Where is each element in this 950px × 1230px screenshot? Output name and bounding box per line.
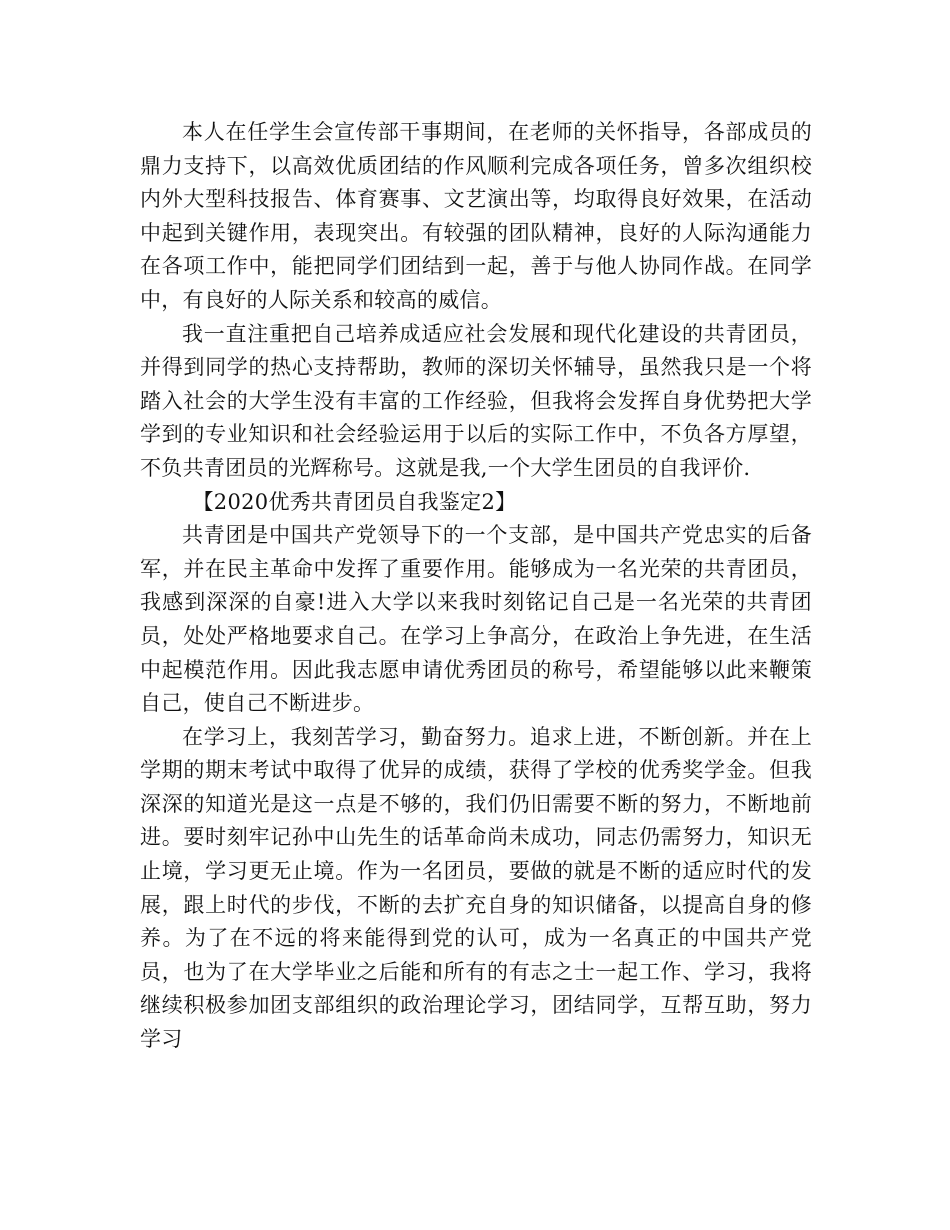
paragraph-3: 共青团是中国共产党领导下的一个支部，是中国共产党忠实的后备军，并在民主革命中发挥了重要作用。能够成为一名光荣的共青团员，我感到深深的自豪!进入大学以来我时刻铭记自己是一名光荣的共青团员，处处严格地要求自己。在学习上争高分，在政治上争先进，在生活中起模范作用。因此我志愿申请优秀团员的称号，希望能够以此来鞭策自己，使自己不断进步。 — [140, 523, 812, 716]
section-heading: 【2020优秀共青团员自我鉴定2】 — [192, 489, 517, 514]
paragraph-1: 本人在任学生会宣传部干事期间，在老师的关怀指导，各部成员的鼎力支持下，以高效优质团结的作风顺利完成各项任务，曾多次组织校内外大型科技报告、体育赛事、文艺演出等，均取得良好效果，在活动中起到关键作用，表现突出。有较强的团队精神，良好的人际沟通能力在各项工作中，能把同学们团结到一起，善于与他人协同作战。在同学中，有良好的人际关系和较高的威信。 — [140, 120, 812, 312]
document-body — [140, 116, 812, 1057]
paragraph-4: 在学习上，我刻苦学习，勤奋努力。追求上进，不断创新。并在上学期的期末考试中取得了优异的成绩，获得了学校的优秀奖学金。但我深深的知道光是这一点是不够的，我们仍旧需要不断的努力，不断地前进。要时刻牢记孙中山先生的话革命尚未成功，同志仍需努力，知识无止境，学习更无止境。作为一名团员，要做的就是不断的适应时代的发展，跟上时代的步伐，不断的去扩充自身的知识储备，以提高自身的修养。为了在不远的将来能得到党的认可，成为一名真正的中国共产党员，也为了在大学毕业之后能和所有的有志之士一起工作、学习，我将继续积极参加团支部组织的政治理论学习，团结同学，互帮互助，努力学习 — [140, 724, 812, 1052]
paragraph-2: 我一直注重把自己培养成适应社会发展和现代化建设的共青团员，并得到同学的热心支持帮助，教师的深切关怀辅导，虽然我只是一个将踏入社会的大学生没有丰富的工作经验，但我将会发挥自身优势把大学学到的专业知识和社会经验运用于以后的实际工作中，不负各方厚望，不负共青团员的光辉称号。这就是我,一个大学生团员的自我评价. — [140, 321, 812, 480]
